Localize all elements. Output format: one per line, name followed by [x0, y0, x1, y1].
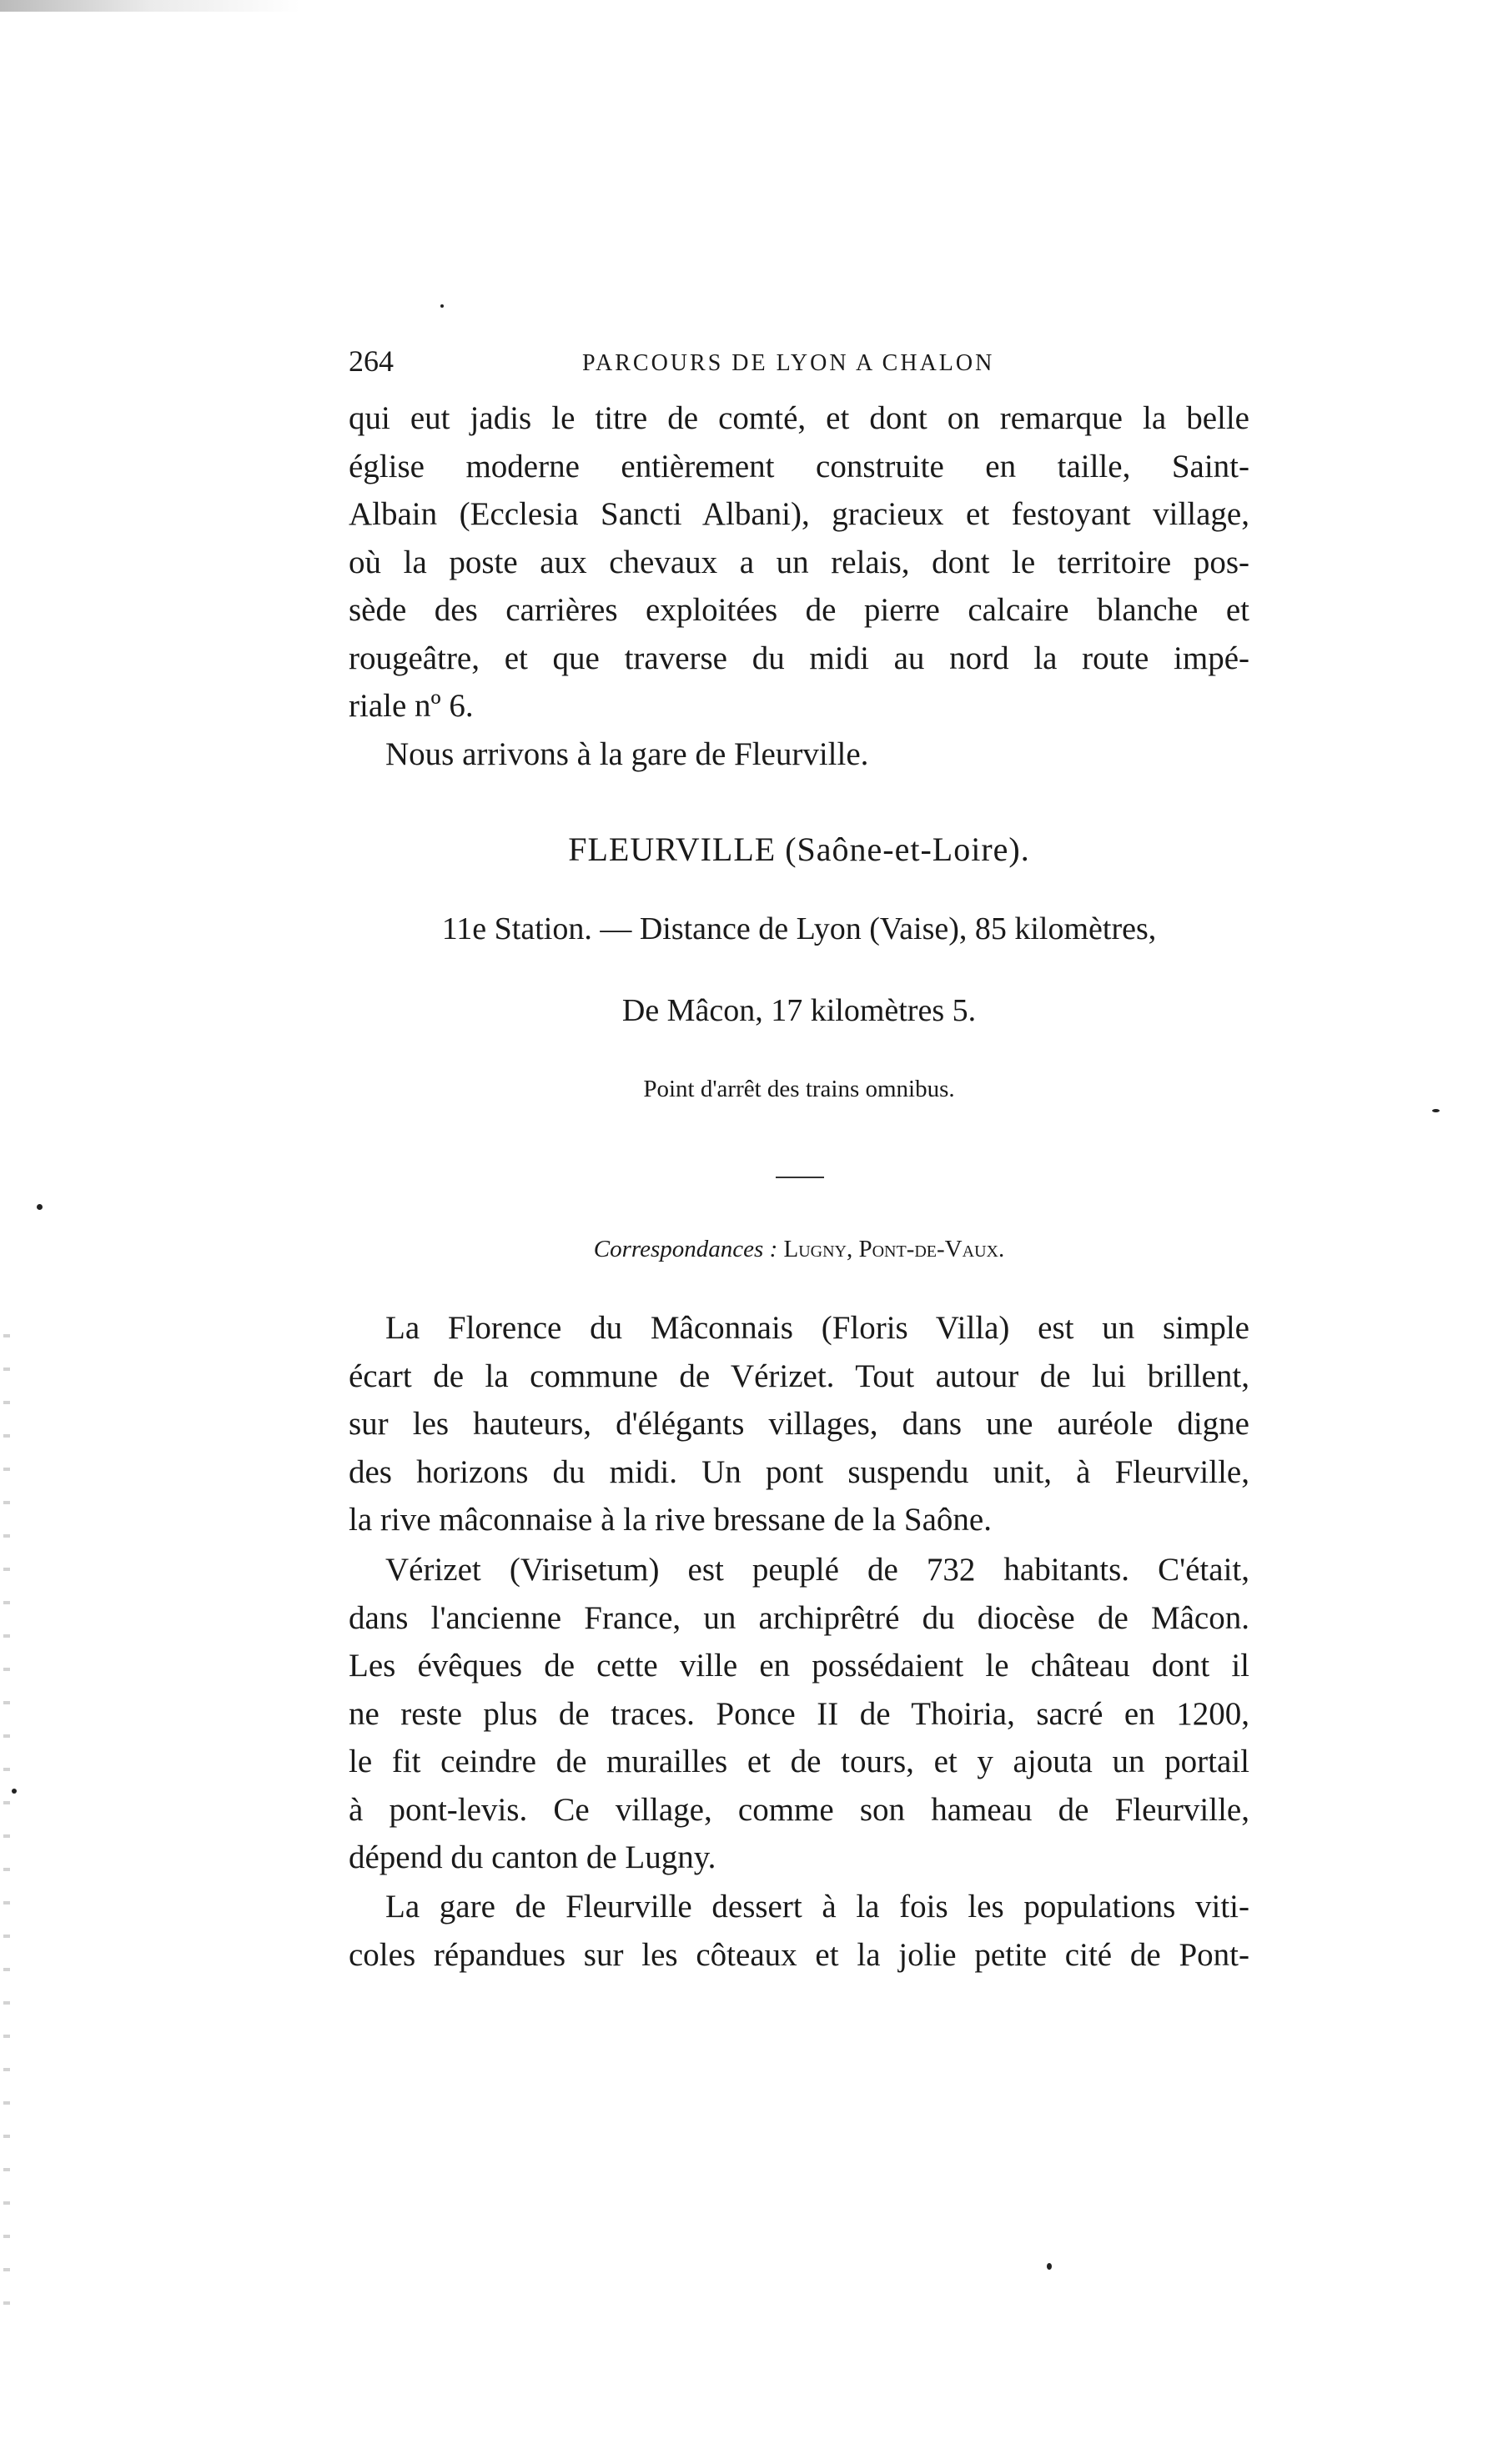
text-line: qui eut jadis le titre de comté, et dont on remarque la belle — [349, 400, 1249, 436]
paragraph-florence — [349, 1304, 1249, 1544]
text-line: La gare de Fleurville dessert à la fois les populations viti- — [385, 1889, 1249, 1925]
text-line: sur les hauteurs, d'élégants villages, dans une auréole digne — [349, 1406, 1249, 1442]
text-line: La Florence du Mâconnais (Floris Villa) est un simple — [385, 1310, 1249, 1346]
text-line: Les évêques de cette ville en possédaient le château dont il — [349, 1648, 1249, 1684]
correspondences — [349, 1236, 1249, 1263]
arrival-sentence: Nous arrivons à la gare de Fleurville. — [385, 735, 869, 772]
station-number-line: 11e Station. — Distance de Lyon (Vaise), 85 kilomètres, — [441, 911, 1157, 946]
stop-note: Point d'arrêt des trains omnibus. — [643, 1076, 955, 1102]
running-title: PARCOURS DE LYON A CHALON — [582, 350, 995, 376]
scan-speck — [37, 1204, 43, 1210]
text-line: ne reste plus de traces. Ponce II de Thoiria, sacré en 1200, — [349, 1695, 1249, 1732]
text-line: où la poste aux chevaux a un relais, dont le territoire pos- — [349, 544, 1249, 580]
correspondences-label: Correspondances : — [593, 1236, 778, 1262]
scan-edge-noise — [0, 0, 300, 12]
scan-speck — [440, 304, 444, 308]
text-line: à pont-levis. Ce village, comme son hameau de Fleurville, — [349, 1791, 1249, 1828]
paragraph-verizet — [349, 1546, 1249, 1882]
text-line: église moderne entièrement construite en taille, Saint- — [349, 448, 1249, 484]
correspondences-places: Lugny, Pont-de-Vaux. — [783, 1236, 1005, 1262]
text-line: le fit ceindre de murailles et de tours, et y ajouta un portail — [349, 1744, 1249, 1779]
text-line: coles répandues sur les côteaux et la jolie petite cité de Pont- — [349, 1936, 1249, 1973]
text-line: Albain (Ecclesia Sancti Albani), gracieux et festoyant village, — [349, 496, 1249, 532]
section-rule — [776, 1177, 824, 1178]
station-title: FLEURVILLE (Saône-et-Loire). — [568, 831, 1030, 868]
text-line: écart de la commune de Vérizet. Tout autour de lui brillent, — [349, 1357, 1249, 1394]
text-line: Vérizet (Virisetum) est peuplé de 732 habitants. C'était, — [385, 1552, 1249, 1588]
text-line: dépend du canton de Lugny. — [349, 1839, 716, 1875]
page-number: 264 — [349, 344, 394, 378]
text-line: dans l'ancienne France, un archiprêtré du diocèse de Mâcon. — [349, 1599, 1249, 1636]
running-header — [349, 344, 1249, 385]
margin-scan-marks — [3, 1334, 10, 2335]
scan-speck — [1432, 1109, 1440, 1112]
scan-speck — [1047, 2263, 1052, 2270]
text-line: sède des carrières exploitées de pierre calcaire blanche et — [349, 592, 1249, 628]
intro-paragraph — [349, 394, 1249, 778]
text-line: riale nº 6. — [349, 688, 474, 724]
text-line: rougeâtre, et que traverse du midi au nord la route impé- — [349, 640, 1249, 676]
macon-distance: De Mâcon, 17 kilomètres 5. — [621, 993, 977, 1028]
text-line: la rive mâconnaise à la rive bressane de la Saône. — [349, 1502, 992, 1538]
paragraph-gare — [349, 1883, 1249, 1979]
text-line: des horizons du midi. Un pont suspendu unit, à Fleurville, — [349, 1453, 1249, 1490]
scan-speck — [12, 1789, 17, 1794]
